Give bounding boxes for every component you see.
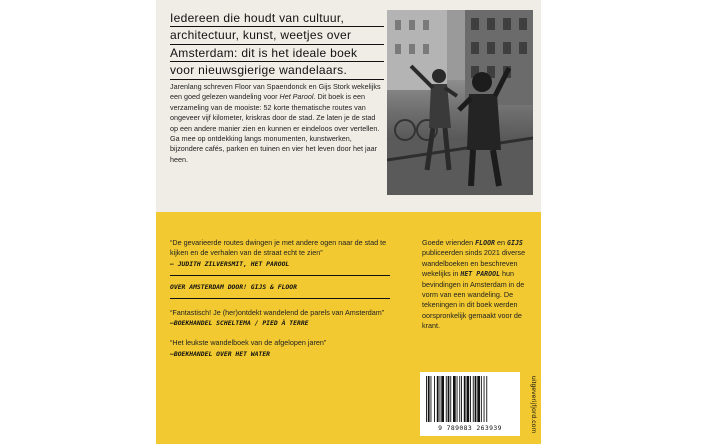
about-text: publiceerden sinds 2021 diverse wandelboeken en beschreven wekelijks in (422, 248, 526, 279)
about-text: Goede vrienden (422, 238, 476, 247)
headline-line: Amsterdam: dit is het ideale boek (170, 45, 384, 62)
author-photo-illustration (387, 10, 533, 195)
over-label: OVER AMSTERDAM DOOR! GIJS & FLOOR (170, 282, 297, 291)
author-name: FLOOR (475, 239, 496, 247)
headline-line: Iedereen die houdt van cultuur, (170, 10, 384, 27)
about-authors (422, 238, 532, 332)
publisher-url-text: uitgeverijfjord.com (530, 376, 537, 434)
review-attribution: –BOEKHANDEL OVER HET WATER (170, 349, 271, 358)
about-text: hun bevindingen in Amsterdam in de vorm van een wandeling. De tekeningen in dit boek werden oorspronkelijk gemaakt voor de krant. (422, 269, 525, 331)
newspaper-name: Het Parool (279, 92, 314, 102)
divider (170, 275, 390, 276)
review-quote: “De gevarieerde routes dwingen je met andere ogen naar de stad te kijken en de verhalen van de straat echt te zien” (170, 238, 387, 258)
isbn-number: 9 789083 263939 (438, 424, 502, 432)
author-photo (387, 10, 533, 195)
newspaper-name: HET PAROOL (460, 270, 501, 279)
book-back-cover (156, 0, 541, 444)
publisher-url (526, 376, 540, 436)
intro-text: . Dit boek is een verzameling van de mooiste: 52 korte thematische routes van ongeveer vijf kilometer, kriskras door de stad. Ze laten je de stad op een andere manier zien en kunnen er eindeloos over vertellen. Ga mee op ontdekking langs monumenten, kunstwerken, bijzondere cafés, parken en tuinen en vier het leven door het jaar heen. (170, 92, 380, 164)
author-name: GIJS (507, 239, 523, 247)
headline-line: architectuur, kunst, weetjes over (170, 27, 384, 44)
review-attribution: –BOEKHANDEL SCHELTEMA / PIED À TERRE (170, 319, 309, 328)
review-quotes (170, 238, 390, 359)
isbn-barcode (420, 372, 520, 436)
barcode-bars (426, 376, 514, 422)
about-text: en (495, 238, 508, 247)
intro-text: Jarenlang schreven Floor van Spaendonck en Gijs Stork wekelijks een goed gelezen wandeling voor (170, 82, 381, 102)
intro-paragraph (170, 82, 382, 165)
headline (170, 10, 384, 80)
review-quote: “Fantastisch! Je (her)ontdekt wandelend de parels van Amsterdam” (170, 307, 385, 317)
headline-line: voor nieuwsgierige wandelaars. (170, 62, 384, 79)
divider (170, 298, 390, 299)
review-attribution: – JUDITH ZILVERSMIT, HET PAROOL (170, 259, 290, 268)
review-quote: “Het leukste wandelboek van de afgelopen jaren” (170, 338, 327, 348)
